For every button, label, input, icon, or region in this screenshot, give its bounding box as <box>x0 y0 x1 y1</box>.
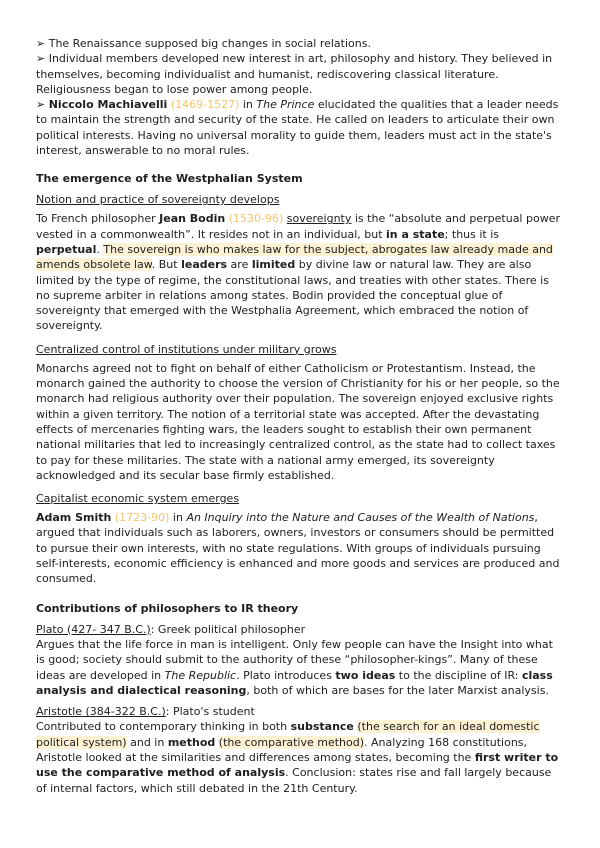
substance-highlight: (the search for an ideal domestic political system) <box>36 720 540 749</box>
bullet-arrow-icon: ➢ <box>36 52 46 66</box>
bodin-dates: (1530-96) <box>228 212 284 226</box>
bodin-paragraph: To French philosopher Jean Bodin (1530-96) sovereignty is the “absolute and perpetual power vested in a commonwealth”. It resides not in an individual, but in a state; thus it is perpetual. The sovereign is who makes law for the subject, abrogates law already made and amends obsolete law. But leaders are limited by divine law or natural law. They are also limited by the type of regime, the constitutional laws, and treaties with other states. There is no supreme arbiter in relations among states. Bodin provided the conceptual glue of sovereignty that emerged with the Westphalia Agreement, which embraced the notion of sovereignty. <box>36 212 560 333</box>
westphalian-heading: The emergence of the Westphalian System <box>36 172 303 186</box>
aristotle-label: Aristotle (384-322 B.C.) <box>36 705 166 719</box>
intro-line-1: ➢ The Renaissance supposed big changes in social relations. <box>36 37 371 50</box>
machiavelli-dates: (1469-1527) <box>170 98 240 112</box>
republic-title: The Republic <box>164 668 237 682</box>
machiavelli-paragraph: ➢ Niccolo Machiavelli (1469-1527) in The Prince elucidated the qualities that a leader needs to maintain the strength and security of the state. He called on leaders to articulate their own political interests. Having no universal morality to guide them, leaders must act in the state's interest, answerable to no moral rules. <box>36 98 559 158</box>
aristotle-paragraph: Contributed to contemporary thinking in both substance (the search for an ideal domestic political system) and in method (the comparative method). Analyzing 168 constitutions, Aristotle looked at the similarities and differences among states, becoming the first writer to use the comparative method of analysis. Conclusion: states rise and fall largely because of internal factors, which still debated in the 21th Century. <box>36 720 559 795</box>
machiavelli-name: Niccolo Machiavelli <box>48 98 168 112</box>
subheading-sovereignty: Notion and practice of sovereignty develops <box>36 193 280 207</box>
bullet-arrow-icon: ➢ <box>36 37 46 50</box>
philosophers-heading: Contributions of philosophers to IR theory <box>36 601 299 615</box>
subheading-capitalist: Capitalist economic system emerges <box>36 492 240 506</box>
method-highlight: (the comparative method) <box>218 735 365 749</box>
bodin-name: Jean Bodin <box>159 212 226 226</box>
smith-book-title: An Inquiry into the Nature and Causes of the Wealth of Nations <box>186 511 535 525</box>
highlighted-sentence: The sovereign is who makes law for the subject, abrogates law already made and amends obsolete law <box>36 242 553 272</box>
bullet-arrow-icon: ➢ <box>36 98 46 112</box>
plato-paragraph: Argues that the life force in man is intelligent. Only few people can have the Insight into what is good; society should submit to the authority of these “philosopher-kings”. Many of these ideas are developed in The Republic. Plato introduces two ideas to the discipline of IR: class analysis and dialectical reasoning, both of which are bases for the later Marxist analysis. <box>36 637 553 697</box>
centralized-control-paragraph: Monarchs agreed not to fight on behalf of either Catholicism or Protestantism. Instead, the monarch gained the authority to choose the version of Christianity for his or her people, so the monarch had religious authority over their population. The sovereign enjoyed exclusive rights within a given territory. The notion of a territorial state was accepted. After the devastating effects of mercenaries fighting wars, the leaders sought to establish their own permanent national militaries that led to increasingly centralized control, as the state had to collect taxes to pay for these militaries. The state with a national army emerged, its sovereignty acknowledged and its secular base firmly established. <box>36 361 560 482</box>
subheading-centralized-control: Centralized control of institutions under military grows <box>36 342 337 356</box>
intro-line-2: ➢ Individual members developed new interest in art, philosophy and history. They believed in themselves, becoming individualist and humanist, rediscovering classical literature. Religiousness began to lose power among people. <box>36 52 553 96</box>
prince-title: The Prince <box>256 98 315 112</box>
smith-dates: (1723-90) <box>114 511 170 525</box>
sovereignty-term: sovereignty <box>286 212 352 226</box>
plato-label: Plato (427- 347 B.C.) <box>36 622 151 636</box>
smith-paragraph: Adam Smith (1723-90) in An Inquiry into the Nature and Causes of the Wealth of Nations, argued that individuals such as laborers, owners, investors or consumers should be permitted to pursue their own interests, with no state regulations. With groups of individuals pursuing self-interests, economic efficiency is enhanced and more goods and services are produced and consumed. <box>36 511 560 586</box>
smith-name: Adam Smith <box>36 511 112 525</box>
plato-label-line: Plato (427- 347 B.C.): Greek political philosopher <box>36 622 306 636</box>
aristotle-label-line: Aristotle (384-322 B.C.): Plato's student <box>36 705 255 719</box>
